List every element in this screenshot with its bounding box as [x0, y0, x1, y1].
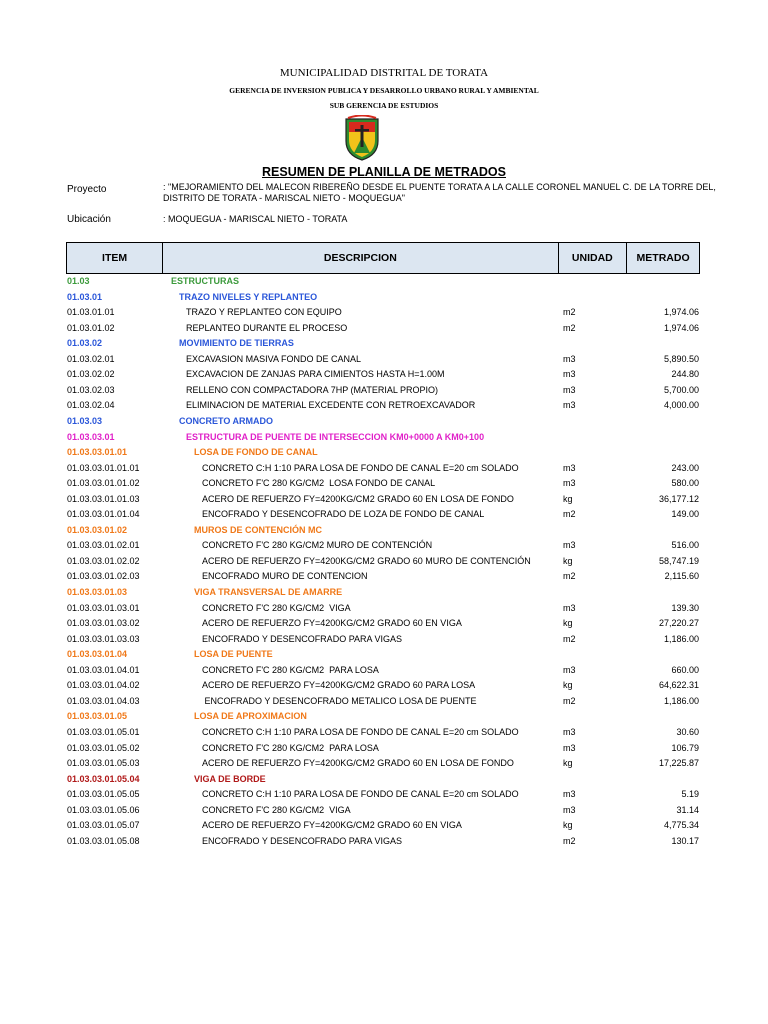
item-code: 01.03.03.01.03 — [67, 587, 128, 597]
item-unit: m3 — [563, 369, 576, 380]
item-amount: 36,177.12 — [658, 493, 699, 504]
item-code: 01.03.03.01.03.02 — [67, 618, 140, 629]
item-code: 01.03.02.03 — [67, 384, 115, 395]
item-code: 01.03.01 — [67, 291, 103, 302]
item-amount: 244.80 — [671, 369, 699, 380]
item-description: CONCRETO F'C 280 KG/CM2 VIGA — [202, 804, 351, 815]
item-description: CONCRETO C:H 1:10 PARA LOSA DE FONDO DE CANAL E=20 cm SOLADO — [202, 462, 519, 473]
project-label: Proyecto — [67, 184, 107, 195]
item-code: 01.03.03.01.04 — [67, 649, 128, 660]
item-description: TRAZO NIVELES Y REPLANTEO — [179, 291, 318, 302]
item-description: LOSA DE APROXIMACION — [194, 711, 307, 722]
table-row — [0, 399, 768, 415]
table-row — [0, 742, 768, 758]
column-header-unidad: UNIDAD — [558, 243, 627, 274]
item-code: 01.03.03.01.05.08 — [67, 835, 140, 846]
item-code: 01.03.03.01.02.02 — [67, 555, 140, 566]
item-code: 01.03.03.01.02 — [67, 524, 128, 535]
item-unit: kg — [563, 680, 573, 691]
item-code: 01.03.02 — [67, 338, 103, 349]
column-header-metrado: METRADO — [627, 243, 700, 274]
section-row — [0, 337, 768, 353]
table-row — [0, 384, 768, 400]
item-amount: 2,115.60 — [664, 571, 699, 582]
table-row — [0, 695, 768, 711]
item-description: MUROS DE CONTENCIÓN MC — [194, 524, 322, 535]
item-amount: 5.19 — [681, 789, 699, 800]
item-description: TRAZO Y REPLANTEO CON EQUIPO — [186, 307, 342, 318]
item-unit: m3 — [563, 353, 576, 364]
item-description: EXCAVASION MASIVA FONDO DE CANAL — [186, 353, 362, 364]
item-unit: m2 — [563, 509, 576, 520]
item-amount: 243.00 — [671, 462, 699, 473]
item-amount: 106.79 — [671, 742, 699, 753]
item-unit: m2 — [563, 633, 576, 644]
item-description: ACERO DE REFUERZO FY=4200KG/CM2 GRADO 60 PARA LOSA — [202, 680, 476, 691]
table-row — [0, 679, 768, 695]
item-amount: 1,186.00 — [663, 633, 699, 644]
item-unit: m2 — [563, 835, 576, 846]
item-unit: m2 — [563, 322, 576, 333]
item-description: REPLANTEO DURANTE EL PROCESO — [186, 322, 348, 333]
table-row — [0, 602, 768, 618]
table-row — [0, 757, 768, 773]
item-amount: 580.00 — [671, 478, 699, 489]
item-description: CONCRETO ARMADO — [179, 415, 273, 426]
item-code: 01.03.03.01.01.04 — [67, 509, 140, 520]
item-code: 01.03.03.01.01.01 — [67, 462, 140, 473]
section-row — [0, 446, 768, 462]
column-header-item: ITEM — [67, 243, 163, 274]
table-row — [0, 462, 768, 478]
item-description: CONCRETO F'C 280 KG/CM2 VIGA — [202, 602, 351, 613]
item-code: 01.03.01.01 — [67, 307, 115, 318]
item-unit: m3 — [563, 742, 576, 753]
item-unit: kg — [563, 555, 573, 566]
item-unit: kg — [563, 493, 573, 504]
item-amount: 4,000.00 — [663, 400, 699, 411]
item-amount: 64,622.31 — [658, 680, 699, 691]
item-code: 01.03.02.04 — [67, 400, 115, 411]
item-amount: 17,225.87 — [658, 758, 699, 769]
item-description: ENCOFRADO Y DESENCOFRADO DE LOZA DE FONDO DE CANAL — [202, 509, 485, 520]
document-title: RESUMEN DE PLANILLA DE METRADOS — [262, 165, 506, 179]
item-code: 01.03.02.01 — [67, 353, 115, 364]
section-row — [0, 291, 768, 307]
item-unit: m3 — [563, 726, 576, 737]
item-description: ENCOFRADO Y DESENCOFRADO METALICO LOSA DE PUENTE — [202, 695, 477, 706]
item-description: CONCRETO F'C 280 KG/CM2 PARA LOSA — [202, 742, 379, 753]
item-code: 01.03.03 — [67, 415, 103, 426]
section-row — [0, 773, 768, 789]
item-code: 01.03.01.02 — [67, 322, 115, 333]
item-amount: 660.00 — [671, 664, 699, 675]
item-description: CONCRETO C:H 1:10 PARA LOSA DE FONDO DE CANAL E=20 cm SOLADO — [202, 726, 519, 737]
item-description: ENCOFRADO Y DESENCOFRADO PARA VIGAS — [202, 835, 403, 846]
item-amount: 139.30 — [671, 602, 699, 613]
item-description: RELLENO CON COMPACTADORA 7HP (MATERIAL PROPIO) — [186, 384, 439, 395]
item-amount: 130.17 — [671, 835, 699, 846]
item-unit: m3 — [563, 789, 576, 800]
item-code: 01.03.02.02 — [67, 369, 115, 380]
item-description: ELIMINACION DE MATERIAL EXCEDENTE CON RETROEXCAVADOR — [186, 400, 476, 411]
table-row — [0, 493, 768, 509]
item-code: 01.03.03.01.05.03 — [67, 758, 140, 769]
item-code: 01.03.03.01.04.01 — [67, 664, 140, 675]
item-code: 01.03.03.01.05.04 — [67, 773, 140, 784]
table-row — [0, 804, 768, 820]
item-code: 01.03.03.01.04.02 — [67, 680, 140, 691]
item-unit: m3 — [563, 804, 576, 815]
item-unit: m3 — [563, 478, 576, 489]
section-row — [0, 524, 768, 540]
item-unit: m3 — [563, 384, 576, 395]
item-description: VIGA TRANSVERSAL DE AMARRE — [194, 587, 343, 597]
item-unit: m3 — [563, 664, 576, 675]
item-amount: 149.00 — [671, 509, 699, 520]
column-header-descripcion: DESCRIPCION — [163, 243, 558, 274]
item-amount: 30.60 — [676, 726, 699, 737]
item-code: 01.03.03.01.01.02 — [67, 478, 140, 489]
table-row — [0, 477, 768, 493]
item-code: 01.03.03.01.05.05 — [67, 789, 140, 800]
section-row — [0, 275, 768, 291]
table-row — [0, 353, 768, 369]
item-description: ENCOFRADO MURO DE CONTENCION — [202, 571, 368, 582]
table-row — [0, 555, 768, 571]
item-unit: m2 — [563, 695, 576, 706]
table-row — [0, 835, 768, 851]
item-amount: 5,700.00 — [663, 384, 699, 395]
item-amount: 1,186.00 — [663, 695, 699, 706]
item-description: CONCRETO C:H 1:10 PARA LOSA DE FONDO DE CANAL E=20 cm SOLADO — [202, 789, 519, 800]
section-row — [0, 648, 768, 664]
item-description: ESTRUCTURAS — [171, 276, 240, 286]
item-description: ENCOFRADO Y DESENCOFRADO PARA VIGAS — [202, 633, 403, 644]
project-value: : "MEJORAMIENTO DEL MALECON RIBEREÑO DESDE EL PUENTE TORATA A LA CALLE CORONEL MANUEL C. DE LA TORRE DEL, DISTRITO DE TORATA - MARISCAL NIETO - MOQUEGUA" — [163, 182, 716, 203]
item-code: 01.03.03.01.03.03 — [67, 633, 140, 644]
item-unit: m2 — [563, 307, 576, 318]
column-header-table — [66, 242, 700, 274]
item-description: CONCRETO F'C 280 KG/CM2 MURO DE CONTENCIÓN — [202, 540, 433, 551]
item-unit: m3 — [563, 602, 576, 613]
table-row — [0, 368, 768, 384]
table-row — [0, 322, 768, 338]
item-description: ACERO DE REFUERZO FY=4200KG/CM2 GRADO 60 EN LOSA DE FONDO — [202, 493, 514, 504]
location-label: Ubicación — [67, 214, 111, 225]
item-code: 01.03.03.01 — [67, 431, 115, 442]
item-unit: kg — [563, 820, 573, 831]
item-code: 01.03.03.01.05.01 — [67, 726, 140, 737]
table-row — [0, 539, 768, 555]
municipality-name: MUNICIPALIDAD DISTRITAL DE TORATA — [279, 67, 489, 79]
table-row — [0, 788, 768, 804]
item-code: 01.03.03.01.01.03 — [67, 493, 140, 504]
location-value: : MOQUEGUA - MARISCAL NIETO - TORATA — [163, 214, 348, 224]
item-code: 01.03.03.01.03.01 — [67, 602, 140, 613]
item-code: 01.03.03.01.02.03 — [67, 571, 140, 582]
item-amount: 516.00 — [671, 540, 699, 551]
department-name: GERENCIA DE INVERSION PUBLICA Y DESARROLLO URBANO RURAL Y AMBIENTAL — [229, 86, 539, 95]
item-amount: 27,220.27 — [658, 618, 699, 629]
table-row — [0, 508, 768, 524]
table-row — [0, 306, 768, 322]
item-description: ACERO DE REFUERZO FY=4200KG/CM2 GRADO 60 EN VIGA — [202, 618, 462, 629]
item-amount: 4,775.34 — [663, 820, 699, 831]
item-code: 01.03.03.01.01 — [67, 447, 128, 458]
item-unit: m3 — [563, 400, 576, 411]
section-row — [0, 431, 768, 447]
table-row — [0, 819, 768, 835]
item-description: MOVIMIENTO DE TIERRAS — [179, 338, 294, 349]
item-code: 01.03.03.01.02.01 — [67, 540, 140, 551]
item-description: ACERO DE REFUERZO FY=4200KG/CM2 GRADO 60 EN LOSA DE FONDO — [202, 758, 514, 769]
table-row — [0, 664, 768, 680]
item-description: EXCAVACION DE ZANJAS PARA CIMIENTOS HASTA H=1.00M — [186, 369, 445, 380]
item-description: VIGA DE BORDE — [194, 773, 266, 784]
section-row — [0, 415, 768, 431]
item-description: LOSA DE PUENTE — [194, 649, 273, 660]
item-unit: m3 — [563, 462, 576, 473]
item-description: ESTRUCTURA DE PUENTE DE INTERSECCION KM0+0000 A KM0+100 — [186, 431, 485, 442]
item-description: ACERO DE REFUERZO FY=4200KG/CM2 GRADO 60 MURO DE CONTENCIÓN — [202, 555, 531, 566]
table-row — [0, 726, 768, 742]
item-amount: 58,747.19 — [658, 555, 699, 566]
item-amount: 1,974.06 — [663, 322, 699, 333]
item-amount: 31.14 — [676, 804, 699, 815]
item-description: LOSA DE FONDO DE CANAL — [194, 447, 318, 458]
item-amount: 1,974.06 — [663, 307, 699, 318]
item-description: CONCRETO F'C 280 KG/CM2 LOSA FONDO DE CANAL — [202, 478, 436, 489]
item-code: 01.03 — [67, 276, 90, 286]
subdepartment-name: SUB GERENCIA DE ESTUDIOS — [329, 101, 439, 110]
item-code: 01.03.03.01.05 — [67, 711, 128, 722]
item-code: 01.03.03.01.04.03 — [67, 695, 140, 706]
municipal-crest-icon — [344, 115, 380, 161]
item-description: CONCRETO F'C 280 KG/CM2 PARA LOSA — [202, 664, 379, 675]
table-row — [0, 633, 768, 649]
item-unit: kg — [563, 758, 573, 769]
item-unit: m3 — [563, 540, 576, 551]
table-row — [0, 570, 768, 586]
item-unit: kg — [563, 618, 573, 629]
section-row — [0, 710, 768, 726]
table-row — [0, 617, 768, 633]
item-description: ACERO DE REFUERZO FY=4200KG/CM2 GRADO 60 EN VIGA — [202, 820, 462, 831]
section-row — [0, 586, 768, 602]
item-amount: 5,890.50 — [663, 353, 699, 364]
item-code: 01.03.03.01.05.02 — [67, 742, 140, 753]
item-code: 01.03.03.01.05.06 — [67, 804, 140, 815]
item-code: 01.03.03.01.05.07 — [67, 820, 140, 831]
item-unit: m2 — [563, 571, 576, 582]
